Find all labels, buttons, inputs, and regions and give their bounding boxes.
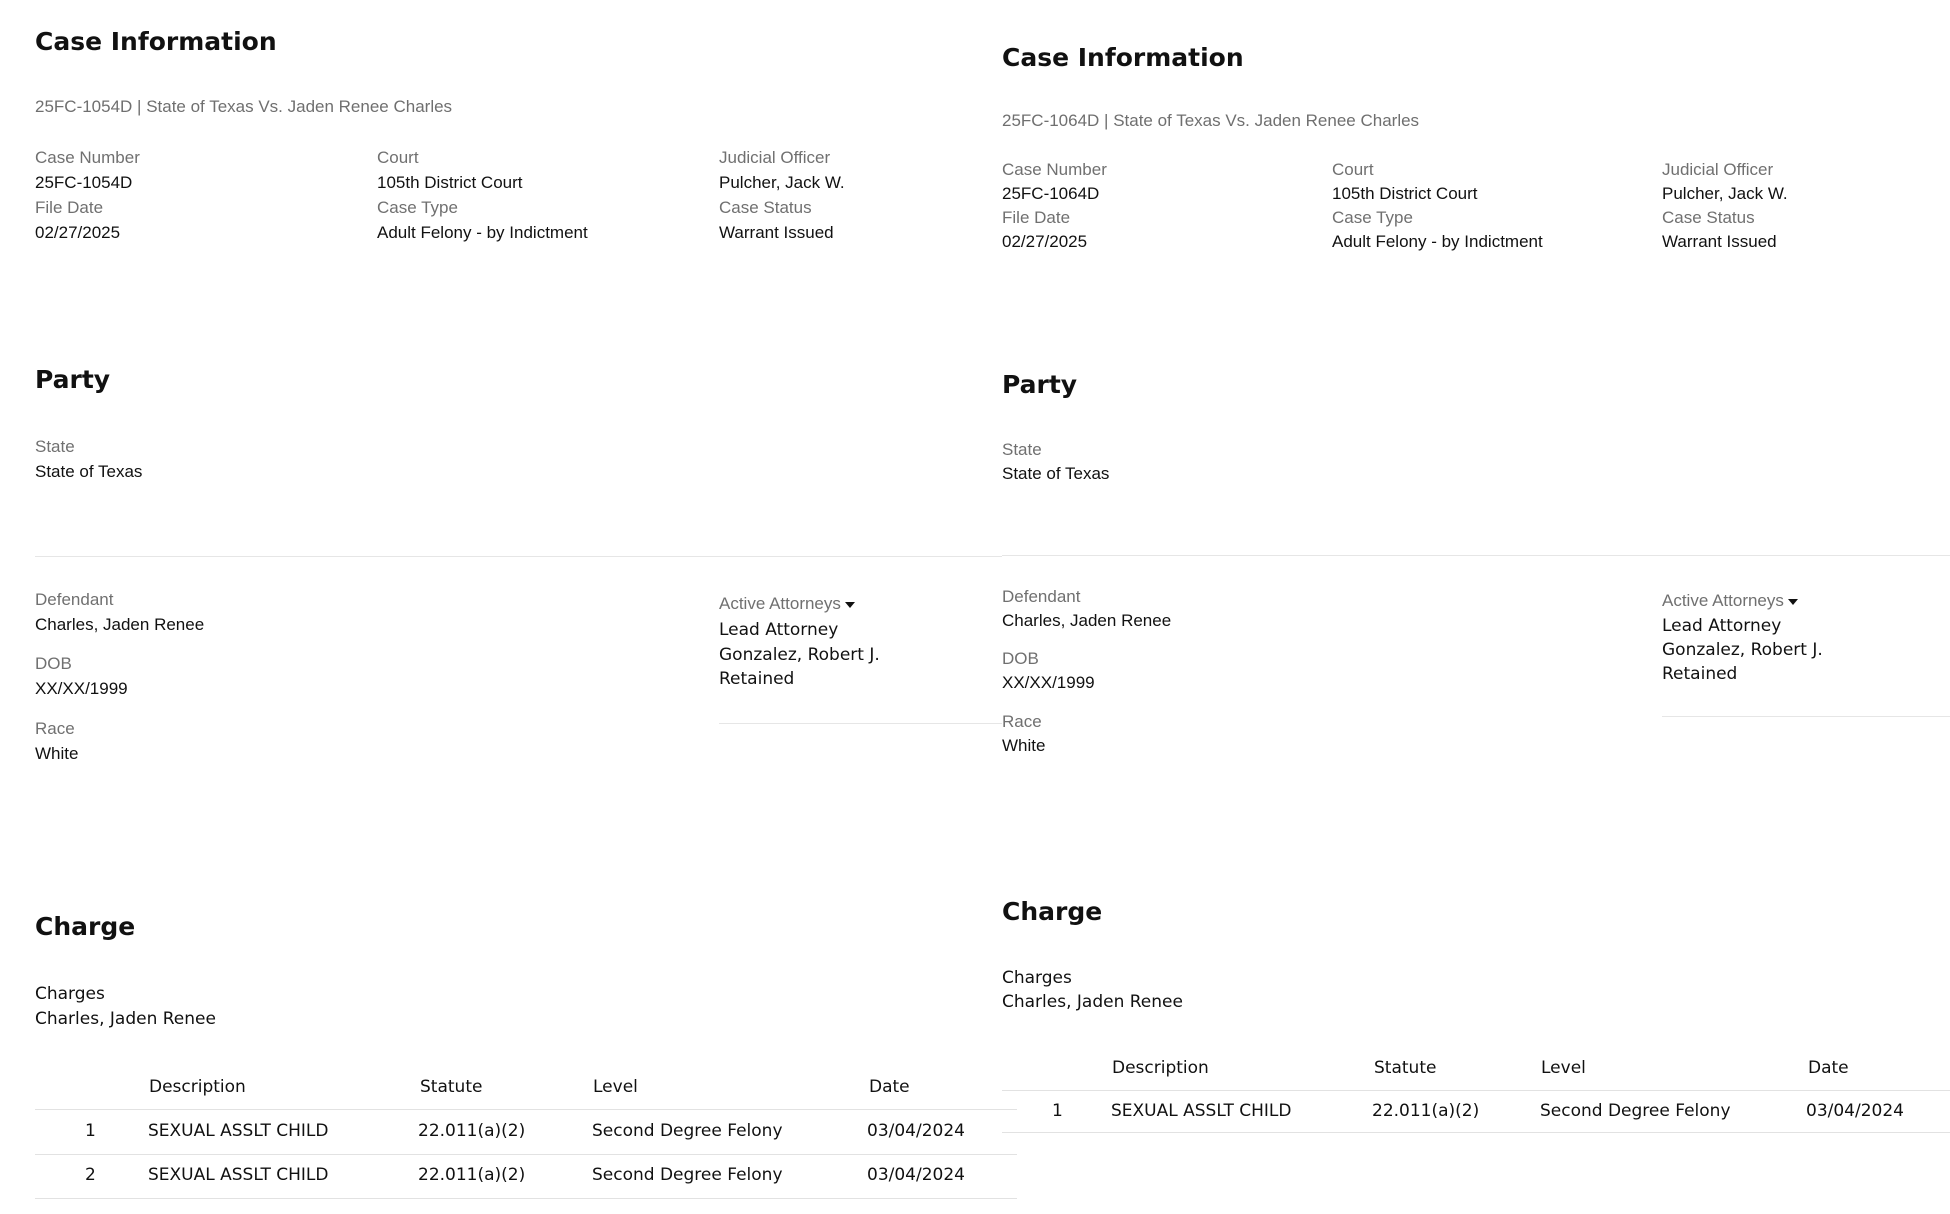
case-status-label: Case Status	[1662, 208, 1755, 227]
charge-statute: 22.011(a)(2)	[418, 1121, 526, 1141]
active-attorneys-label: Active Attorneys	[719, 594, 841, 613]
case-subtitle: 25FC-1064D | State of Texas Vs. Jaden Renee Charles	[1002, 111, 1420, 130]
charges-label: Charges	[35, 984, 105, 1004]
race-value: White	[35, 744, 79, 763]
column-header-statute: Statute	[420, 1077, 483, 1097]
charge-statute: 22.011(a)(2)	[418, 1165, 526, 1185]
defendant-label: Defendant	[1002, 587, 1081, 606]
column-header-level: Level	[1541, 1058, 1586, 1078]
attorney-type: Retained	[719, 669, 795, 689]
defendant-value: Charles, Jaden Renee	[35, 615, 205, 634]
table-header-divider	[1002, 1090, 1950, 1091]
defendant-label: Defendant	[35, 590, 114, 609]
charge-description: SEXUAL ASSLT CHILD	[148, 1121, 329, 1141]
case-number-value: 25FC-1064D	[1002, 184, 1100, 203]
case-type-value: Adult Felony - by Indictment	[377, 223, 588, 242]
charge-heading: Charge	[35, 912, 136, 941]
case-information-heading: Case Information	[1002, 43, 1244, 72]
charge-statute: 22.011(a)(2)	[1372, 1101, 1480, 1121]
table-row-divider	[35, 1198, 1017, 1199]
attorney-divider	[719, 723, 1002, 724]
table-row-divider	[35, 1154, 1017, 1155]
active-attorneys-toggle[interactable]	[719, 594, 855, 614]
dob-label: DOB	[1002, 649, 1039, 668]
file-date-label: File Date	[1002, 208, 1071, 227]
attorney-divider	[1662, 716, 1950, 717]
dob-value: XX/XX/1999	[1002, 673, 1095, 692]
column-header-date: Date	[1808, 1058, 1849, 1078]
column-header-statute: Statute	[1374, 1058, 1437, 1078]
judicial-officer-label: Judicial Officer	[719, 148, 831, 167]
file-date-label: File Date	[35, 198, 104, 217]
table-header-divider	[35, 1109, 1017, 1110]
case-number-value: 25FC-1054D	[35, 173, 133, 192]
column-header-description: Description	[1112, 1058, 1209, 1078]
charges-party: Charles, Jaden Renee	[35, 1009, 216, 1029]
defendant-value: Charles, Jaden Renee	[1002, 611, 1172, 630]
court-label: Court	[1332, 160, 1374, 179]
active-attorneys-label: Active Attorneys	[1662, 591, 1784, 610]
state-value: State of Texas	[35, 462, 143, 481]
judicial-officer-value: Pulcher, Jack W.	[1662, 184, 1788, 203]
attorney-name: Gonzalez, Robert J.	[1662, 640, 1823, 660]
case-status-label: Case Status	[719, 198, 812, 217]
active-attorneys-toggle[interactable]	[1662, 591, 1798, 611]
attorney-type: Retained	[1662, 664, 1738, 684]
charge-date: 03/04/2024	[867, 1121, 965, 1141]
party-divider	[1002, 555, 1950, 556]
case-status-value: Warrant Issued	[1662, 232, 1777, 251]
row-number: 2	[85, 1165, 96, 1185]
case-subtitle: 25FC-1054D | State of Texas Vs. Jaden Renee Charles	[35, 97, 453, 116]
judicial-officer-label: Judicial Officer	[1662, 160, 1774, 179]
court-value: 105th District Court	[377, 173, 523, 192]
charge-date: 03/04/2024	[867, 1165, 965, 1185]
column-header-date: Date	[869, 1077, 910, 1097]
caret-down-icon	[845, 602, 855, 608]
state-value: State of Texas	[1002, 464, 1110, 483]
charges-label: Charges	[1002, 968, 1072, 988]
court-value: 105th District Court	[1332, 184, 1478, 203]
court-label: Court	[377, 148, 419, 167]
charge-heading: Charge	[1002, 897, 1103, 926]
case-status-value: Warrant Issued	[719, 223, 834, 242]
caret-down-icon	[1788, 599, 1798, 605]
party-divider	[35, 556, 1002, 557]
case-type-label: Case Type	[1332, 208, 1413, 227]
charge-description: SEXUAL ASSLT CHILD	[148, 1165, 329, 1185]
state-label: State	[1002, 440, 1042, 459]
case-number-label: Case Number	[35, 148, 140, 167]
case-type-value: Adult Felony - by Indictment	[1332, 232, 1543, 251]
party-heading: Party	[1002, 370, 1078, 399]
column-header-description: Description	[149, 1077, 246, 1097]
charge-date: 03/04/2024	[1806, 1101, 1904, 1121]
table-row-divider	[1002, 1132, 1950, 1133]
dob-value: XX/XX/1999	[35, 679, 128, 698]
charge-description: SEXUAL ASSLT CHILD	[1111, 1101, 1292, 1121]
file-date-value: 02/27/2025	[1002, 232, 1088, 251]
party-heading: Party	[35, 365, 111, 394]
attorney-name: Gonzalez, Robert J.	[719, 645, 880, 665]
judicial-officer-value: Pulcher, Jack W.	[719, 173, 845, 192]
charge-level: Second Degree Felony	[1540, 1101, 1731, 1121]
state-label: State	[35, 437, 75, 456]
column-header-level: Level	[593, 1077, 638, 1097]
case-information-heading: Case Information	[35, 27, 277, 56]
file-date-value: 02/27/2025	[35, 223, 121, 242]
case-number-label: Case Number	[1002, 160, 1107, 179]
lead-attorney-label: Lead Attorney	[719, 620, 839, 640]
charges-party: Charles, Jaden Renee	[1002, 992, 1183, 1012]
charge-level: Second Degree Felony	[592, 1121, 783, 1141]
right-case-panel	[1002, 0, 1950, 1214]
charge-level: Second Degree Felony	[592, 1165, 783, 1185]
race-value: White	[1002, 736, 1046, 755]
row-number: 1	[1052, 1101, 1063, 1121]
case-type-label: Case Type	[377, 198, 458, 217]
lead-attorney-label: Lead Attorney	[1662, 616, 1782, 636]
race-label: Race	[35, 719, 75, 738]
row-number: 1	[85, 1121, 96, 1141]
race-label: Race	[1002, 712, 1042, 731]
dob-label: DOB	[35, 654, 72, 673]
